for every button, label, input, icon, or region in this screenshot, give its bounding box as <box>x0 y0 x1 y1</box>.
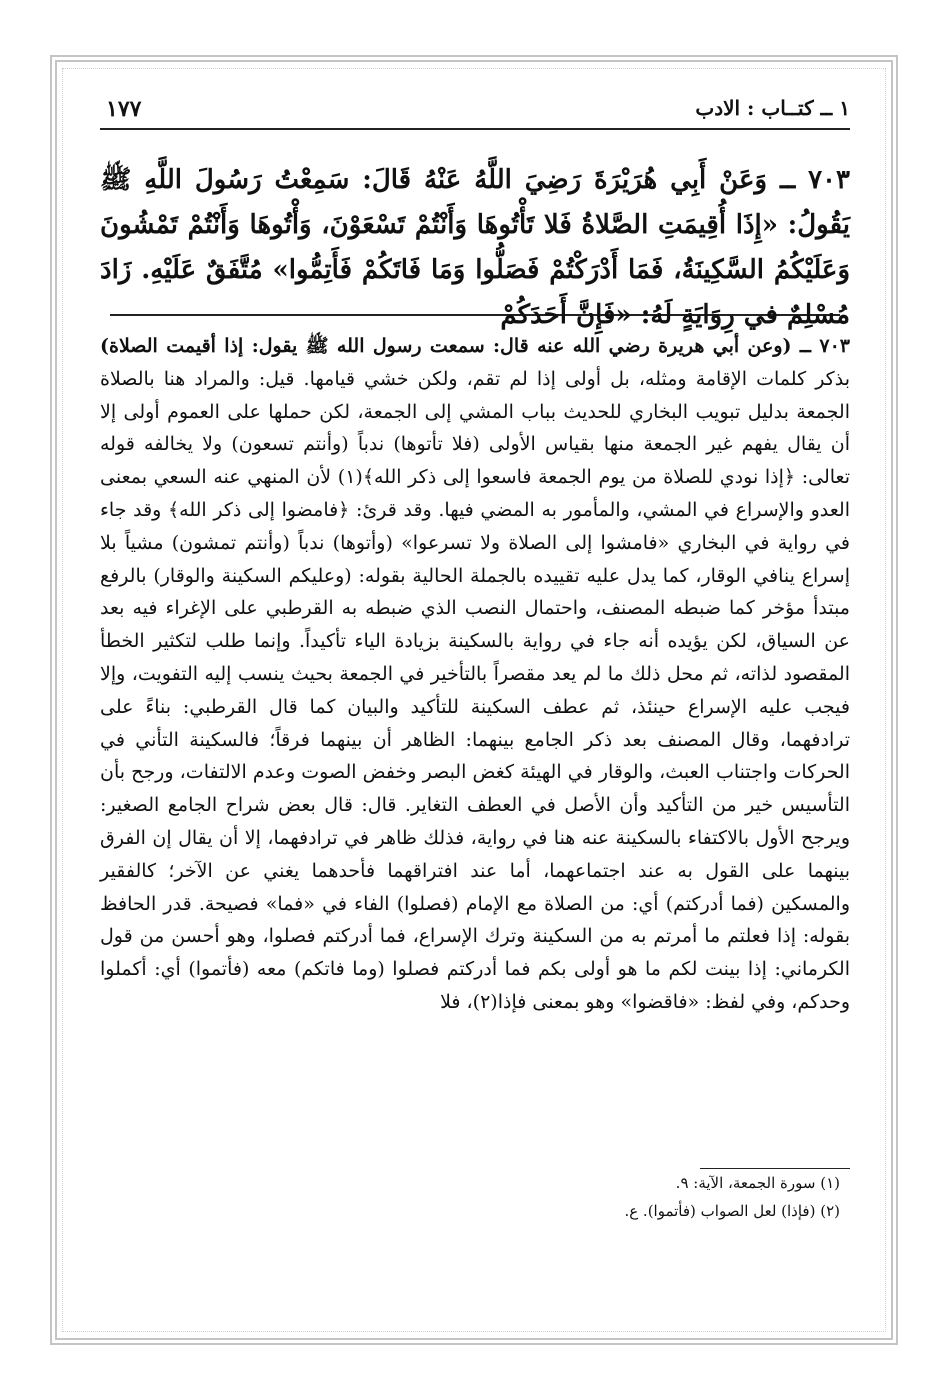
chapter-title: ١ ــ كتــاب : الادب <box>695 96 850 120</box>
page-number: ١٧٧ <box>106 96 142 122</box>
book-page <box>100 88 850 1225</box>
page-header <box>100 88 850 130</box>
footnote-1: (١) سورة الجمعة، الآية: ٩. <box>675 1174 840 1192</box>
commentary <box>100 330 850 1120</box>
hadith-text: ٧٠٣ ــ وَعَنْ أَبِي هُرَيْرَةَ رَضِيَ اللَّهُ عَنْهُ قَالَ: سَمِعْتُ رَسُولَ اللَّهِ ﷺ يَقُولُ: «إِذَا أُقِيمَتِ الصَّلاةُ فَلا تَأْتُوهَا وَأَنْتُمْ تَسْعَوْنَ، وَأْتُوهَا وَأَنْتُمْ تَمْشُونَ وَعَلَيْكُمُ السَّكِينَةُ، فَمَا أَدْرَكْتُمْ فَصَلُّوا وَمَا فَاتَكُمْ فَأَتِمُّوا» مُتَّفَقٌ عَلَيْهِ. زَادَ مُسْلِمٌ في رِوَايَةٍ لَهُ: «فَإِنَّ أَحَدَكُمْ <box>100 165 850 330</box>
footnote-2: (٢) (فإذا) لعل الصواب (فأتموا). ع. <box>624 1202 840 1220</box>
commentary-opening: ٧٠٣ ــ (وعن أبي هريرة رضي الله عنه قال: سمعت رسول الله ﷺ يقول: إذا أقيمت الصلاة) <box>100 335 850 357</box>
commentary-body: بذكر كلمات الإقامة ومثله، بل أولى إذا لم تقم، ولكن خشي قيامها. قيل: والمراد هنا بالصلاة الجمعة بدليل تبويب البخاري للحديث بباب المشي إلى الجمعة، لكن حملها على العموم أولى إلا أن يقال يفهم غير الجمعة منها بقياس الأولى (فلا تأتوها) ندباً (وأنتم تسعون) ولا يخالفه قوله تعالى: ﴿إذا نودي للصلاة من يوم الجمعة فاسعوا إلى ذكر الله﴾(١) لأن المنهي عنه السعي بمعنى العدو والإسراع في المشي، والمأمور به المضي فيها. وقد قرئ: ﴿فامضوا إلى ذكر الله﴾ وقد جاء في رواية في البخاري «فامشوا إلى الصلاة ولا تسرعوا» (وأتوها) ندباً (وأنتم تمشون) مشياً بلا إسراع ينافي الوقار، كما يدل عليه تقييده بالجملة الحالية بقوله: (وعليكم السكينة والوقار) بالرفع مبتدأ مؤخر كما ضبطه المصنف، واحتمال النصب الذي ضبطه به القرطبي على الإغراء فيه بعد عن السياق، لكن يؤيده أنه جاء في رواية بالسكينة بزيادة الياء تأكيداً. وإنما طلب لتكثير الخطأ المقصود لذاته، ثم محل ذلك ما لم يعد مقصراً بالتأخير في الجمعة بحيث ينسب إليه التفويت، وإلا فيجب عليه الإسراع حينئذ، ثم عطف السكينة للتأكيد والبيان كما قال القرطبي: بناءً على ترادفهما، وقال المصنف بعد ذكر الجامع بينهما: الظاهر أن بينهما فرقاً؛ فالسكينة التأني في الحركات واجتناب العبث، والوقار في الهيئة كغض البصر وخفض الصوت وعدم الالتفات، ورجح بأن التأسيس خير من التأكيد وأن الأصل في العطف التغاير. قال: قال بعض شراح الجامع الصغير: ويرجح الأول بالاكتفاء بالسكينة عنه هنا في رواية، فذلك ظاهر في ترادفهما، إلا أن يقال إن الفرق بينهما على القول به عند اجتماعهما، أما عند افتراقهما فأحدهما يغني عن الآخر؛ كالفقير والمسكين (فما أدركتم) أي: من الصلاة مع الإمام (فصلوا) الفاء في «فما» فصيحة. قدر الحافظ بقوله: إذا فعلتم ما أمرتم به من السكينة وترك الإسراع، فما أدركتم فصلوا، وهو أحسن من قول الكرماني: إذا بينت لكم ما هو أولى بكم فما أدركتم فصلوا (وما فاتكم) معه (فأتموا) أي: أكملوا وحدكم، وفي لفظ: «فاقضوا» وهو بمعنى فإذا(٢)، فلا <box>100 367 850 1013</box>
